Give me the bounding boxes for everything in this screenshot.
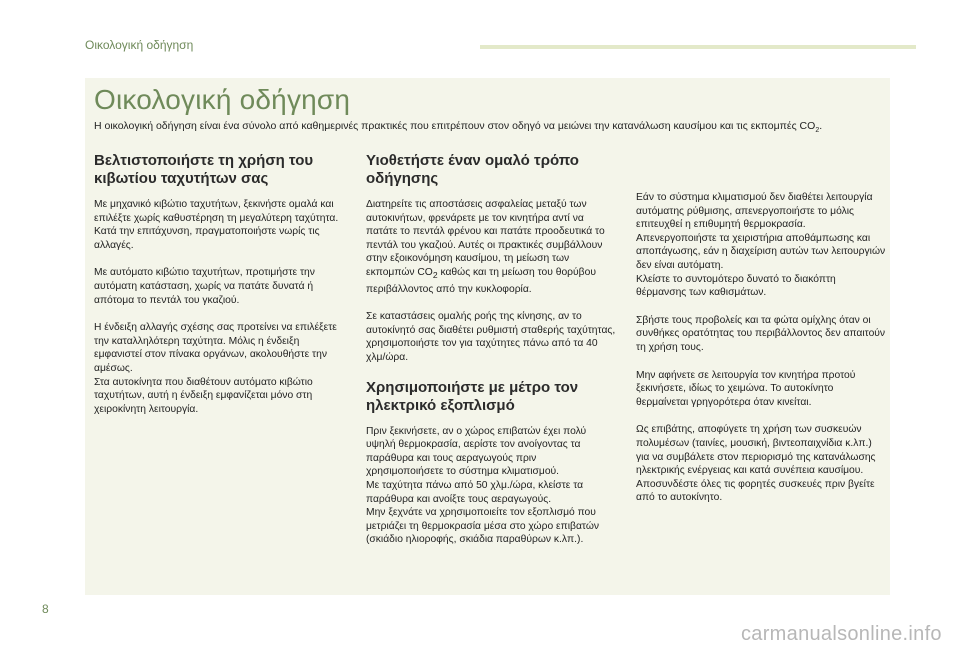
ventilation-paragraph [366,425,616,547]
co2-subscript: 2 [432,270,438,281]
multimedia-paragraph [636,423,886,505]
smooth-driving-text-b: καθώς και τη μείωση του θορύβου περιβάλλοντος από την κυκλοφορία. [366,266,596,295]
cruise-control-paragraph: Σε καταστάσεις ομαλής ροής της κίνησης, αν το αυτοκίνητό σας διαθέτει ρυθμιστή σταθερής ταχύτητας, χρησιμοποιήστε τον για ταχύτητες πάνω από τα 40 χλμ/ώρα. [366,311,616,363]
gear-indicator-text: Η ένδειξη αλλαγής σχέσης σας προτείνει να επιλέξετε την καταλληλότερη ταχύτητα. Μόλις η ένδειξη εμφανιστεί στον πίνακα οργάνων, ακολουθήστε την αμέσως. [94,322,337,374]
climate-paragraph [636,191,886,300]
headlamps-paragraph: Σβήστε τους προβολείς και τα φώτα ομίχλης όταν οι συνθήκες ορατότητας του περιβάλλοντος δεν απαιτούν τη χρήση τους. [636,314,886,353]
seat-heating-text: Κλείστε το συντομότερο δυνατό το διακόπτη θέρμανσης των καθισμάτων. [636,273,836,299]
sunshade-text: Μην ξεχνάτε να χρησιμοποιείτε τον εξοπλισμό που μετριάζει τη θερμοκρασία μέσα στο χώρο επιβατών (σκιάδιο ηλιοροφής, σκιάδια παραθύρων κ.λπ.). [366,507,600,546]
gear-indicator-paragraph [94,321,349,416]
intro-paragraph [94,120,822,134]
smooth-driving-text-a: Διατηρείτε τις αποστάσεις ασφαλείας μεταξύ των αυτοκινήτων, φρενάρετε με τον κινητήρα αντί να πατάτε το πεντάλ φρένου και πατάτε προοδευτικά το πεντάλ του γκαζιού. Αυτές οι πρακτικές συμβάλλουν στην εξοικονόμηση καυσίμου, τη μείωση των εκπομπών CO [366,199,605,278]
multimedia-text: Ως επιβάτης, αποφύγετε τη χρήση των συσκευών πολυμέσων (ταινίες, μουσική, βιντεοπαιχνίδια κ.λπ.) για να συμβάλετε στον περιορισμό της κατανάλωσης ηλεκτρικής ενέργειας και κατά συνέπεια καυσίμου. [636,424,876,477]
column-smooth-driving [366,152,616,561]
header-section-title: Οικολογική οδήγηση [85,38,194,52]
climate-text: Εάν το σύστημα κλιματισμού δεν διαθέτει λειτουργία αυτόματης ρύθμισης, απενεργοποιήστε το μόλις επιτευχθεί η επιθυμητή θερμοκρασία. [636,192,873,231]
idling-paragraph: Μην αφήνετε σε λειτουργία τον κινητήρα προτού ξεκινήσετε, ιδίως το χειμώνα. Το αυτοκίνητο θερμαίνεται γρηγορότερα όταν κινείται. [636,369,856,408]
windows-text: Με ταχύτητα πάνω από 50 χλμ./ώρα, κλείστε τα παράθυρα και ανοίξτε τους αεραγωγούς. [366,479,584,505]
smooth-driving-paragraph [366,198,616,296]
gearbox-heading: Βελτιστοποιήστε τη χρήση του κιβωτίου ταχυτήτων σας [94,152,314,187]
gearbox-manual-paragraph: Με μηχανικό κιβώτιο ταχυτήτων, ξεκινήστε ομαλά και επιλέξτε χωρίς καθυστέρηση τη μεγαλύτερη ταχύτητα. Κατά την επιτάχυνση, πραγματοποιήστε νωρίς τις αλλαγές. [94,199,339,251]
watermark: carmanualsonline.info [741,623,942,645]
column-equipment-tips [636,191,886,519]
ventilation-text: Πριν ξεκινήσετε, αν ο χώρος επιβατών έχει πολύ υψηλή θερμοκρασία, αερίστε τον ανοίγοντας τα παράθυρα και τους αεραγωγούς πριν χρησιμοποιήσετε το σύστημα κλιματισμού. [366,425,587,478]
column-gearbox [94,152,349,430]
demist-text: Απενεργοποιήστε τα χειριστήρια αποθάμπωσης και αποπάγωσης, εάν η διαχείριση αυτών των λειτουργιών δεν είναι αυτόματη. [636,232,886,271]
unplug-text: Αποσυνδέστε όλες τις φορητές συσκευές πριν βγείτε από το αυτοκίνητο. [636,478,875,504]
electrical-equipment-heading: Χρησιμοποιήστε με μέτρο τον ηλεκτρικό εξοπλισμό [366,378,579,414]
page-title: Οικολογική οδήγηση [94,84,351,115]
intro-end: . [819,120,823,132]
header-divider [480,45,916,49]
intro-text: Η οικολογική οδήγηση είναι ένα σύνολο από καθημερινές πρακτικές που επιτρέπουν στον οδηγό να μειώνει την κατανάλωση καυσίμου και τις εκπομπές CO [94,120,816,132]
gear-indicator-auto-text: Στα αυτοκίνητα που διαθέτουν αυτόματο κιβώτιο ταχυτήτων, αυτή η ένδειξη εμφανίζεται μόνο στη χειροκίνητη λειτουργία. [94,376,313,415]
smooth-driving-heading: Υιοθετήστε έναν ομαλό τρόπο οδήγησης [366,152,579,187]
page-number: 8 [42,602,49,616]
intro-subscript: 2 [815,127,820,135]
gearbox-automatic-paragraph: Με αυτόματο κιβώτιο ταχυτήτων, προτιμήστε την αυτόματη κατάσταση, χωρίς να πατάτε δυνατά ή απότομα το πεντάλ του γκαζιού. [94,267,315,306]
